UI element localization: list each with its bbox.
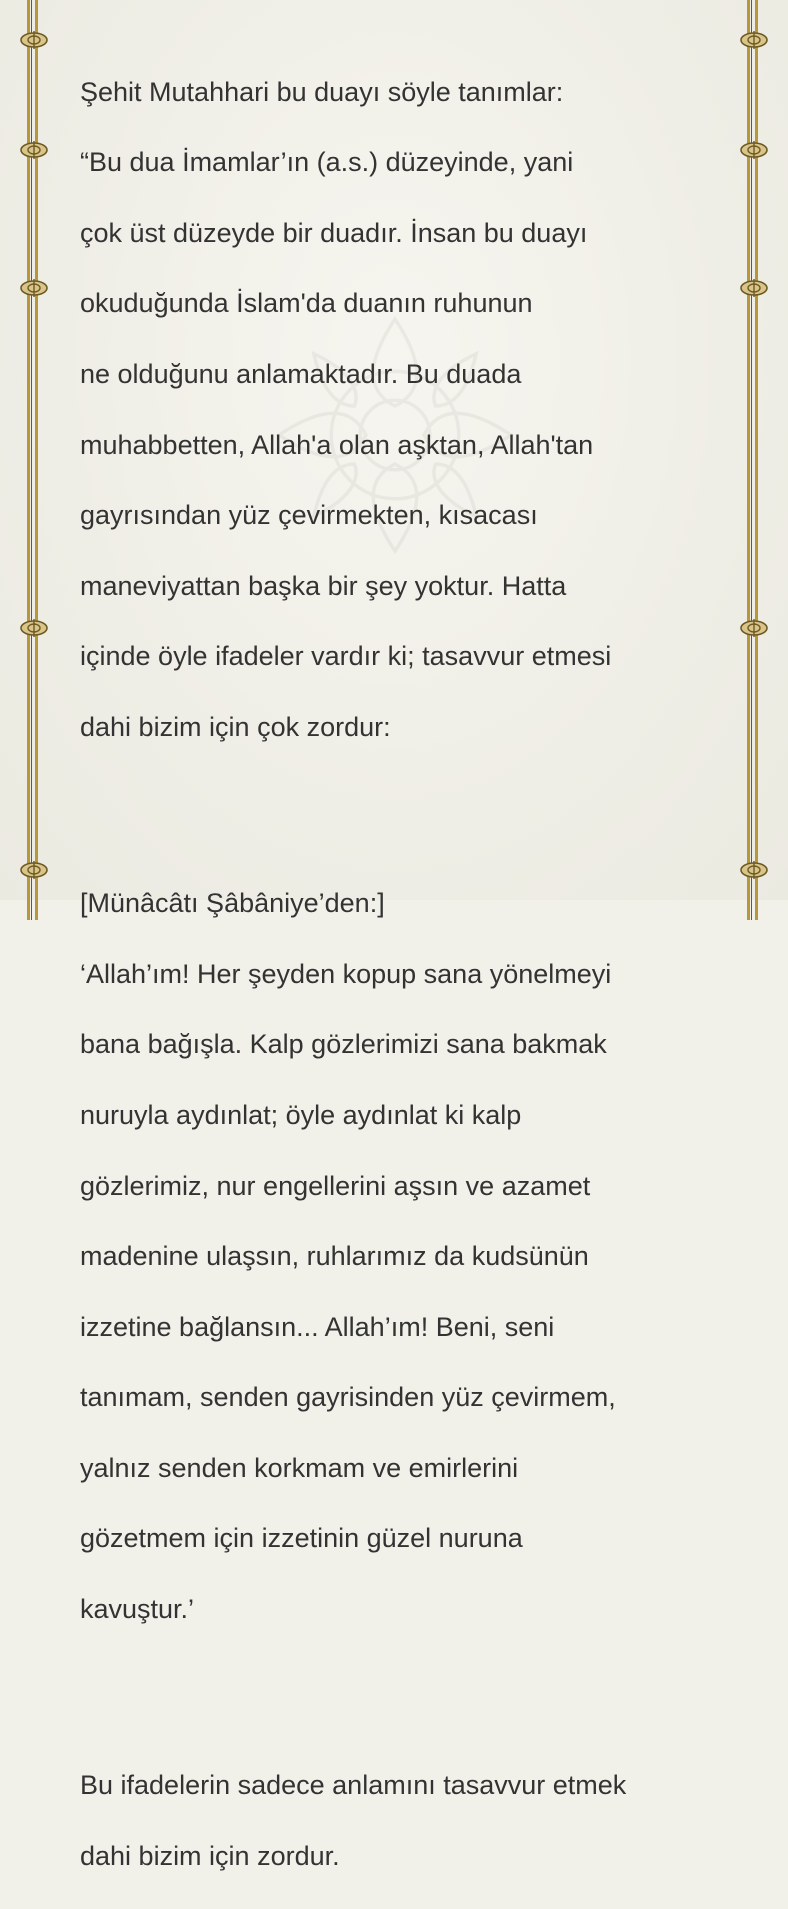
text-line: ne olduğunu anlamaktadır. Bu duada	[80, 358, 522, 389]
text-line: [Münâcâtı Şâbâniye’den:]	[80, 888, 385, 919]
text-line: maneviyattan başka bir şey yoktur. Hatta	[80, 570, 567, 601]
text-line: nuruyla aydınlat; öyle aydınlat ki kalp	[80, 1099, 522, 1130]
text-line: kavuştur.’	[80, 1594, 195, 1625]
ornamental-knot-icon	[18, 616, 50, 640]
ornamental-knot-icon	[738, 858, 770, 882]
text-line: ‘Allah’ım! Her şeyden kopup sana yönelmeyi	[80, 958, 612, 989]
text-line: dahi bizim için zordur.	[80, 1840, 340, 1871]
ornamental-knot-icon	[738, 138, 770, 162]
ornamental-knot-icon	[18, 858, 50, 882]
ornamental-knot-icon	[738, 276, 770, 300]
ornamental-knot-icon	[738, 28, 770, 52]
text-line: gözetmem için izzetinin güzel nuruna	[80, 1523, 523, 1554]
ornamental-knot-icon	[738, 616, 770, 640]
text-line: okuduğunda İslam'da duanın ruhunun	[80, 288, 533, 319]
text-line: dahi bizim için çok zordur:	[80, 711, 391, 742]
paragraph-closing	[80, 1733, 720, 1874]
ornamental-knot-icon	[18, 138, 50, 162]
ornamental-knot-icon	[18, 28, 50, 52]
ornamental-knot-icon	[18, 276, 50, 300]
text-line: gözlerimiz, nur engellerini aşsın ve azamet	[80, 1170, 591, 1201]
text-line: muhabbetten, Allah'a olan aşktan, Allah'tan	[80, 429, 594, 460]
text-line: madenine ulaşsın, ruhlarımız da kudsünün	[80, 1241, 589, 1272]
left-ornamental-border	[14, 0, 54, 920]
text-line: bana bağışla. Kalp gözlerimizi sana bakmak	[80, 1029, 607, 1060]
text-line: çok üst düzeyde bir duadır. İnsan bu duayı	[80, 217, 588, 248]
text-line: gayrısından yüz çevirmekten, kısacası	[80, 500, 538, 531]
paragraph-intro	[80, 39, 720, 745]
text-line: yalnız senden korkmam ve emirlerini	[80, 1452, 519, 1483]
text-line: Şehit Mutahhari bu duayı söyle tanımlar:	[80, 76, 564, 107]
reader-text	[80, 4, 720, 1909]
right-ornamental-border	[734, 0, 774, 920]
text-line: tanımam, senden gayrisinden yüz çevirmem,	[80, 1382, 616, 1413]
paragraph-munacat	[80, 851, 720, 1628]
text-line: “Bu dua İmamlar’ın (a.s.) düzeyinde, yani	[80, 147, 574, 178]
text-line: izzetine bağlansın... Allah’ım! Beni, seni	[80, 1311, 555, 1342]
text-line: Bu ifadelerin sadece anlamını tasavvur etmek	[80, 1770, 627, 1801]
text-line: içinde öyle ifadeler vardır ki; tasavvur etmesi	[80, 641, 612, 672]
paragraph-gap	[80, 1663, 720, 1698]
paragraph-gap	[80, 781, 720, 816]
